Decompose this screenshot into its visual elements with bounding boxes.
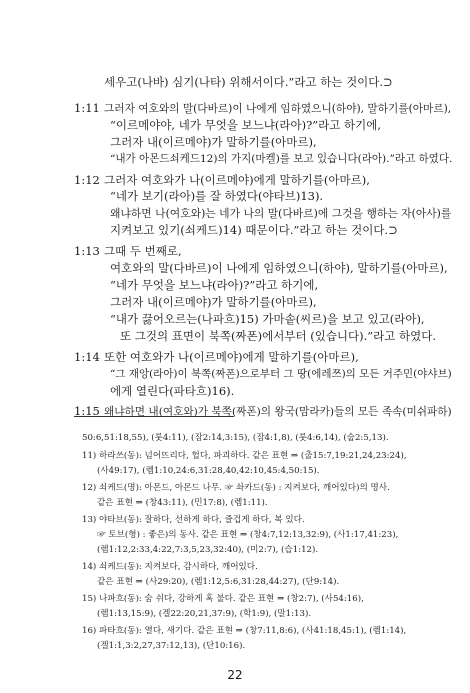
footnote-line: 11) 하라쓰(동): 넘어뜨리다, 헐다, 파괴하다. 같은 표현 ⇒ (출15:7,19:21,24,23:24), <box>82 451 407 461</box>
verse-line: 그러자 내(이르메야)가 말하기를(아마르), <box>110 295 317 309</box>
footnote-line: 12) 쇠케드(명): 아몬드, 아몬드 나무. ☞ 솨카드(동) : 지켜보다, 깨어있다)의 명사. <box>82 483 390 493</box>
verse-line: 또 그것의 표면이 북쪽(짜폰)에서부터 (있습니다).”라고 하였다. <box>120 329 437 343</box>
verse-number: 1:14 <box>74 350 100 364</box>
verse-line: 그러자 여호와의 말(다바르)이 나에게 임하였으니(하야), 말하기를(아마르), <box>104 102 452 115</box>
verse-line: “그 재앙(라아)이 북쪽(짜폰)으로부터 그 땅(에레쯔)의 모든 거주민(야샤브) <box>110 368 452 380</box>
verse-number: 1:13 <box>74 244 100 258</box>
footnote-line: (렘1:12,2:33,4:22,7:3,5,23,32:40), (미2:7), (습1:12). <box>97 545 319 555</box>
footnote-line: ☞ 토브(형) : 좋은)의 동사. 같은 표현 ⇒ (창4:7,12:13,32:9), (사1:17,41:23), <box>97 530 399 540</box>
footnote-line: 같은 표현 ⇒ (사29:20), (렘1:12,5:6,31:28,44:27), (단9:14). <box>97 577 340 587</box>
page-number: 22 <box>227 668 243 682</box>
footnote-line: 15) 나파흐(동): 숨 쉬다, 강하게 혹 불다. 같은 표현 ⇒ (창2:7), (사54:16), <box>82 594 364 604</box>
verse-line: 그러자 여호와가 나(이르메야)에게 말하기를(아마르), <box>104 173 370 187</box>
footnote-line: (렘1:13,15:9), (겔22:20,21,37:9), (학1:9), (말1:13). <box>97 609 312 619</box>
footnote-line: 50:6,51:18,55), (룻4:11), (잠2:14,3:15), (잠4:1,8), (룻4:6,14), (숩2:5,13). <box>82 433 389 443</box>
verse-line: 그러자 내(이르메야)가 말하기를(아마르), <box>110 135 317 149</box>
verse-number: 1:11 <box>74 101 100 115</box>
footnote-line: 같은 표현 ⇒ (창43:11), (민17:8), (렘1:11). <box>97 498 268 508</box>
verse-line: “네가 무엇을 보느냐(라아)?”라고 하기에, <box>110 278 319 292</box>
footnote-line: (겔1:1,3:2,27,37:12,13), (단10:16). <box>97 641 246 651</box>
verse-line: “네가 보기(라아)를 잘 하였다(야타브)13). <box>110 189 324 203</box>
verse-line: “내가 아몬드쇠케드12)의 가지(마켈)를 보고 있습니다(라아).”라고 하였다. <box>110 153 453 165</box>
verse-line: 세우고(나바) 심기(나타) 위해서이다.”라고 하는 것이다.⊃ <box>104 75 393 89</box>
verse-line: 왜냐하면 내(여호와)가 북쪽(짜폰)의 왕국(맘라카)들의 모든 족속(미쉬파하) <box>104 405 452 418</box>
verse-line: 그때 두 번째로, <box>104 244 182 258</box>
verse-line: 여호와의 말(다바르)이 나에게 임하였으니(하야), 말하기를(아마르), <box>110 261 448 275</box>
verse-line: “이르메야야, 네가 무엇을 보느냐(라아)?”라고 하기에, <box>110 118 382 132</box>
verse-line: “내가 끓어오르는(나파흐)15) 가마솥(씨르)을 보고 있고(라아), <box>110 312 425 326</box>
footnote-line: 14) 쇠케드(동): 지켜보다, 감시하다, 깨어있다. <box>82 562 258 572</box>
verse-number: 1:15 <box>74 404 100 418</box>
footnote-divider <box>74 416 234 417</box>
verse-line: 지켜보고 있기(쇠케드)14) 때문이다.”라고 하는 것이다.⊃ <box>110 223 398 237</box>
verse-line: 또한 여호와가 나(이르메야)에게 말하기를(아마르), <box>104 350 359 364</box>
footnote-line: 13) 야타브(동): 잘하다, 선하게 하다, 즐겁게 하다, 복 있다. <box>82 515 305 525</box>
footnote-line: (사49:17), (렘1:10,24:6,31:28,40,42:10,45:4,50:15). <box>97 466 320 476</box>
verse-line: 왜냐하면 나(여호와)는 네가 나의 말(다바르)에 그것을 행하는 자(아사)를 <box>110 207 452 220</box>
footnote-line: 16) 파타흐(동): 열다, 새기다. 같은 표현 ⇒ (창7:11,8:6), (사41:18,45:1), (렘1:14), <box>82 626 407 636</box>
verse-line: 에게 열린다(파타흐)16). <box>110 384 235 398</box>
verse-number: 1:12 <box>74 173 100 187</box>
